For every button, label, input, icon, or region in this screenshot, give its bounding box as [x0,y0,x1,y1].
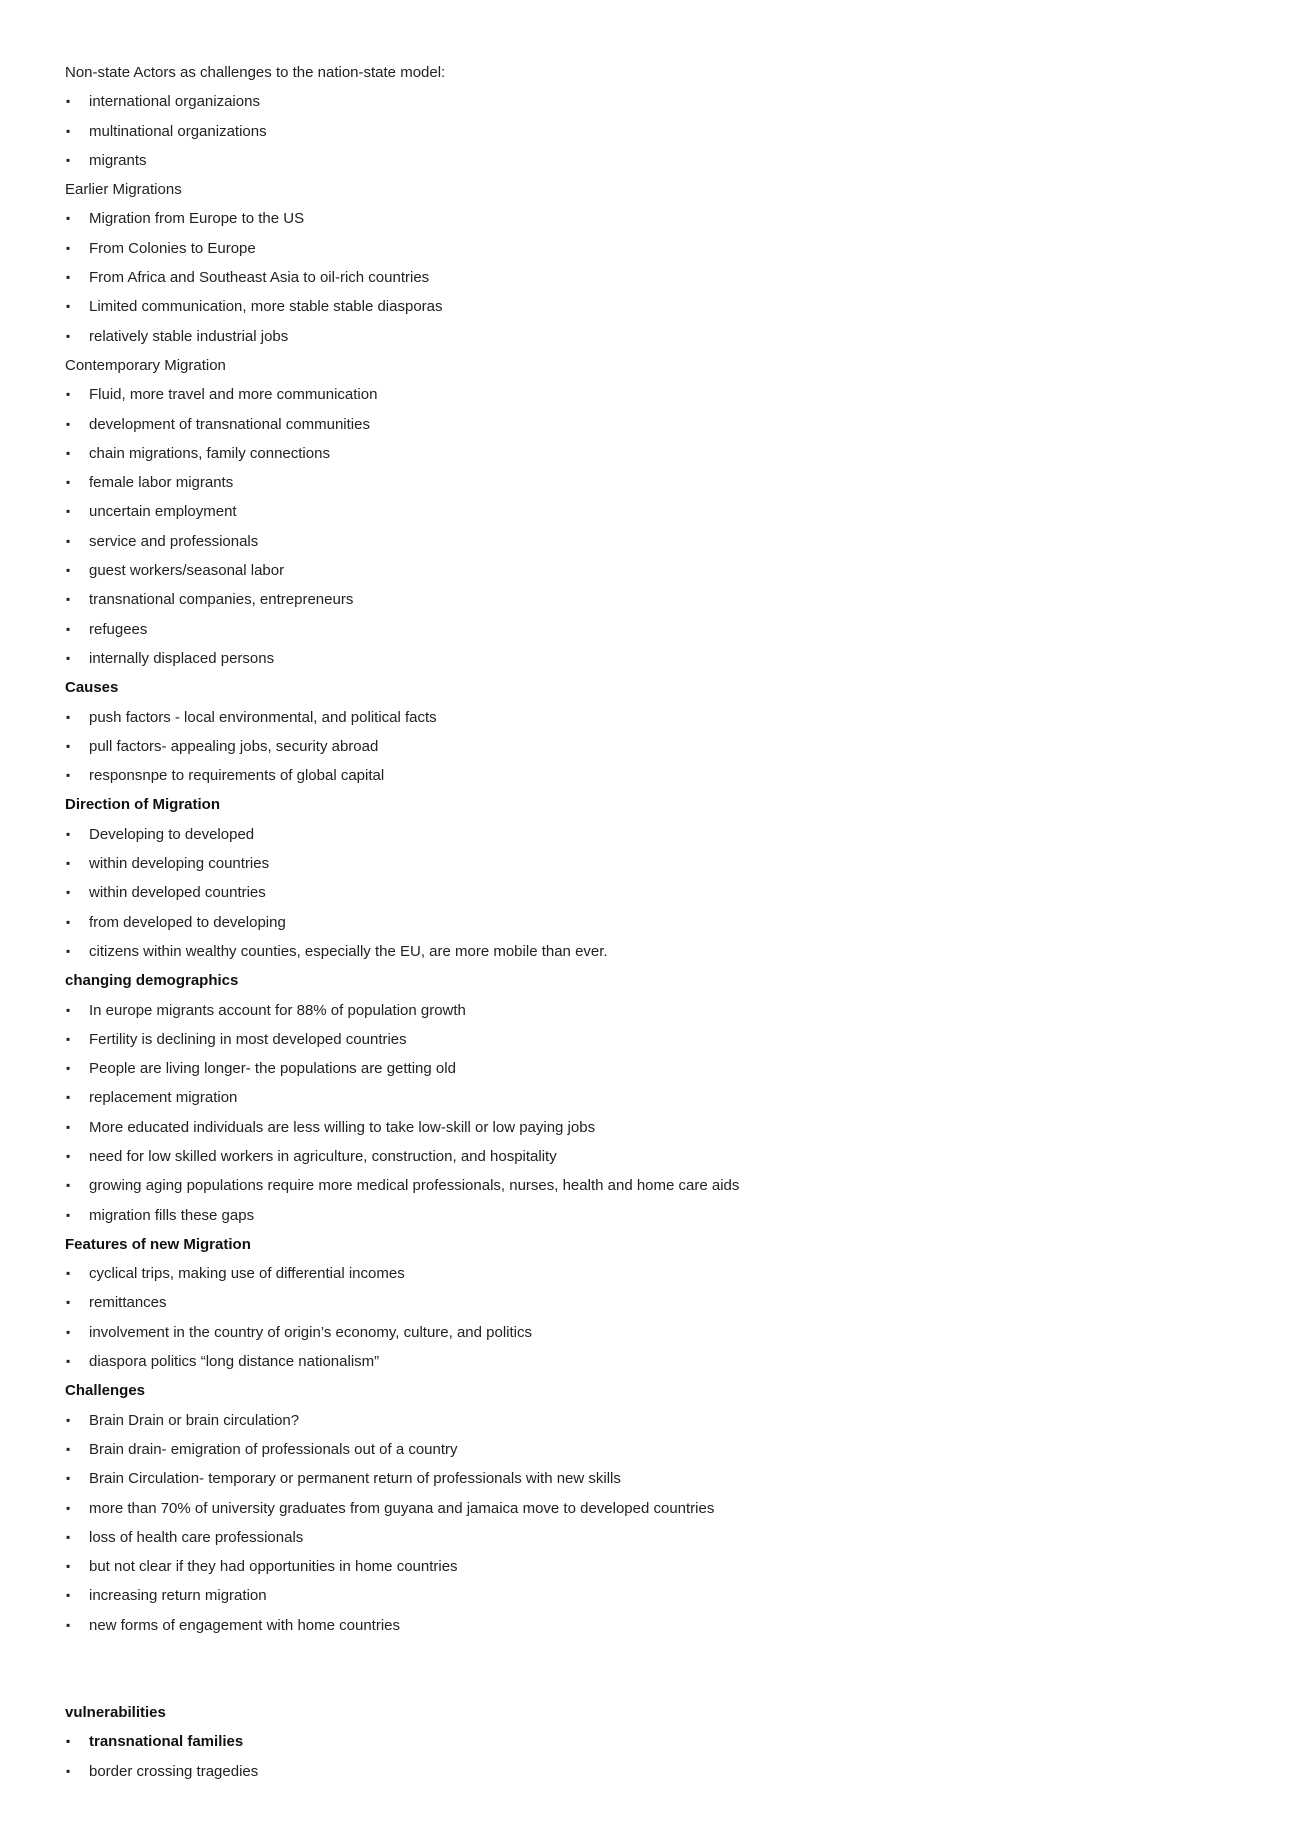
bullet-icon: ▪ [66,914,71,929]
bullet-icon: ▪ [66,1529,71,1544]
bullet-icon: ▪ [66,1324,71,1339]
list-item [65,585,1245,614]
bullet-icon: ▪ [66,270,71,285]
bullet-icon: ▪ [66,1617,71,1632]
bullet-icon: ▪ [66,475,71,490]
bullet-icon: ▪ [66,387,71,402]
list-item-text: migrants [89,151,147,169]
bullet-icon: ▪ [66,1354,71,1369]
blank-gap [65,1640,1245,1698]
bullet-icon: ▪ [66,738,71,753]
list-item-text: female labor migrants [89,474,234,492]
list-item [65,87,1245,116]
list-item [65,615,1245,644]
list-item [65,1318,1245,1347]
list-item [65,1142,1245,1171]
bullet-icon: ▪ [66,533,71,548]
list-item [65,1435,1245,1464]
bullet-icon: ▪ [66,445,71,460]
list-item [65,1201,1245,1230]
list-item-text: increasing return migration [89,1587,267,1605]
list-item [65,497,1245,526]
bullet-icon: ▪ [66,1178,71,1193]
list-item [65,1083,1245,1112]
list-item-text: development of transnational communities [89,415,370,433]
bullet-icon: ▪ [66,592,71,607]
list-item [65,292,1245,321]
list-item-text: replacement migration [89,1089,238,1107]
list-item [65,439,1245,468]
list-item-text: but not clear if they had opportunities in home countries [89,1558,458,1576]
bullet-icon: ▪ [66,211,71,226]
list-item-text: responsnpe to requirements of global capital [89,767,385,785]
bullet-icon: ▪ [66,621,71,636]
section-heading: Earlier Migrations [65,181,182,199]
bullet-icon: ▪ [66,1441,71,1456]
bullet-icon: ▪ [66,1500,71,1515]
bullet-icon: ▪ [66,563,71,578]
bullet-icon: ▪ [66,1148,71,1163]
list-item [65,527,1245,556]
list-item [65,1581,1245,1610]
bullet-icon: ▪ [66,1471,71,1486]
list-item-text: within developed countries [89,884,266,902]
list-item-text: relatively stable industrial jobs [89,327,289,345]
bullet-icon: ▪ [66,943,71,958]
list-item-text: internally displaced persons [89,649,275,667]
bullet-icon: ▪ [66,1734,71,1749]
list-item-text: Fertility is declining in most developed countries [89,1030,407,1048]
list-item-text: uncertain employment [89,503,237,521]
list-item-text: Developing to developed [89,825,255,843]
list-item [65,410,1245,439]
list-item-text: new forms of engagement with home countries [89,1616,400,1634]
bullet-icon: ▪ [66,1763,71,1778]
section-heading: vulnerabilities [65,1704,166,1722]
list-item [65,146,1245,175]
list-item [65,703,1245,732]
list-item [65,1054,1245,1083]
list-item [65,1171,1245,1200]
list-item-text: transnational companies, entrepreneurs [89,591,354,609]
bullet-icon: ▪ [66,299,71,314]
list-item-text: Brain drain- emigration of professionals out of a country [89,1440,458,1458]
bullet-icon: ▪ [66,885,71,900]
list-item-text: pull factors- appealing jobs, security abroad [89,737,379,755]
list-item [65,1464,1245,1493]
list-item [65,1523,1245,1552]
list-item [65,234,1245,263]
bullet-icon: ▪ [66,328,71,343]
list-item-text: cyclical trips, making use of differential incomes [89,1265,405,1283]
bullet-icon: ▪ [66,856,71,871]
list-item-text: citizens within wealthy counties, especially the EU, are more mobile than ever. [89,942,608,960]
list-item-text: international organizaions [89,93,260,111]
list-item [65,1611,1245,1640]
list-item [65,849,1245,878]
bullet-icon: ▪ [66,1295,71,1310]
list-item [65,1347,1245,1376]
list-item [65,761,1245,790]
list-item [65,1288,1245,1317]
list-item [65,117,1245,146]
bullet-icon: ▪ [66,650,71,665]
section-heading: Causes [65,679,119,697]
list-item [65,1494,1245,1523]
bullet-icon: ▪ [66,1559,71,1574]
list-item-text: More educated individuals are less willing to take low-skill or low paying jobs [89,1118,596,1136]
list-item-text: loss of health care professionals [89,1528,304,1546]
list-item [65,1757,1245,1786]
section-heading: Non-state Actors as challenges to the nation-state model: [65,64,446,81]
list-item-text: growing aging populations require more medical professionals, nurses, health and home care aids [89,1177,740,1195]
list-item [65,1727,1245,1756]
list-item-text: more than 70% of university graduates from guyana and jamaica move to developed countries [89,1499,715,1517]
bullet-icon: ▪ [66,1002,71,1017]
list-item-text: From Colonies to Europe [89,239,256,257]
list-item-text: Brain Circulation- temporary or permanent return of professionals with new skills [89,1470,621,1488]
list-item-text: refugees [89,620,148,638]
bullet-icon: ▪ [66,826,71,841]
bullet-icon: ▪ [66,1090,71,1105]
list-item [65,996,1245,1025]
list-item [65,380,1245,409]
list-item [65,937,1245,966]
list-item [65,1406,1245,1435]
bullet-icon: ▪ [66,123,71,138]
list-item-text: guest workers/seasonal labor [89,562,285,580]
list-item-text: multinational organizations [89,122,267,140]
list-item-text: People are living longer- the populations are getting old [89,1060,456,1078]
bullet-icon: ▪ [66,94,71,109]
list-item [65,878,1245,907]
list-item-text: involvement in the country of origin’s economy, culture, and politics [89,1323,533,1341]
list-item-text: Fluid, more travel and more communication [89,386,378,404]
bullet-icon: ▪ [66,1266,71,1281]
list-item-text: Brain Drain or brain circulation? [89,1411,300,1429]
section-heading: Challenges [65,1382,146,1400]
document-page [65,58,1245,1786]
list-item-text: diaspora politics “long distance nationalism” [89,1353,380,1371]
list-item [65,204,1245,233]
section-heading: Contemporary Migration [65,356,226,374]
bullet-icon: ▪ [66,1588,71,1603]
list-item [65,644,1245,673]
list-item [65,1113,1245,1142]
list-item [65,322,1245,351]
list-item-text: border crossing tragedies [89,1762,259,1780]
list-item [65,1025,1245,1054]
list-item [65,732,1245,761]
list-item-text: In europe migrants account for 88% of population growth [89,1001,466,1019]
section-heading: changing demographics [65,972,239,990]
bullet-icon: ▪ [66,416,71,431]
list-item [65,468,1245,497]
list-item-text: need for low skilled workers in agriculture, construction, and hospitality [89,1147,557,1165]
bullet-icon: ▪ [66,768,71,783]
list-item [65,908,1245,937]
bullet-icon: ▪ [66,152,71,167]
bullet-icon: ▪ [66,1207,71,1222]
list-item [65,1552,1245,1581]
list-item-text: Migration from Europe to the US [89,210,305,228]
bullet-icon: ▪ [66,709,71,724]
bullet-icon: ▪ [66,1061,71,1076]
list-item-text: Limited communication, more stable stable diasporas [89,298,443,316]
list-item-text: from developed to developing [89,913,286,931]
bullet-icon: ▪ [66,1119,71,1134]
list-item-text: push factors - local environmental, and political facts [89,708,437,726]
list-item-text: migration fills these gaps [89,1206,255,1224]
list-item [65,263,1245,292]
list-item-text: service and professionals [89,532,259,550]
list-item-text: within developing countries [89,855,270,873]
section-heading: Direction of Migration [65,796,220,814]
bullet-icon: ▪ [66,240,71,255]
list-item-text: remittances [89,1294,167,1312]
bullet-icon: ▪ [66,1412,71,1427]
list-item-text: chain migrations, family connections [89,444,330,462]
bullet-icon: ▪ [66,504,71,519]
list-item-text: From Africa and Southeast Asia to oil-rich countries [89,269,430,287]
list-item [65,556,1245,585]
list-item [65,1259,1245,1288]
section-heading: Features of new Migration [65,1235,251,1253]
list-item-text: transnational families [89,1733,244,1751]
list-item [65,820,1245,849]
bullet-icon: ▪ [66,1031,71,1046]
